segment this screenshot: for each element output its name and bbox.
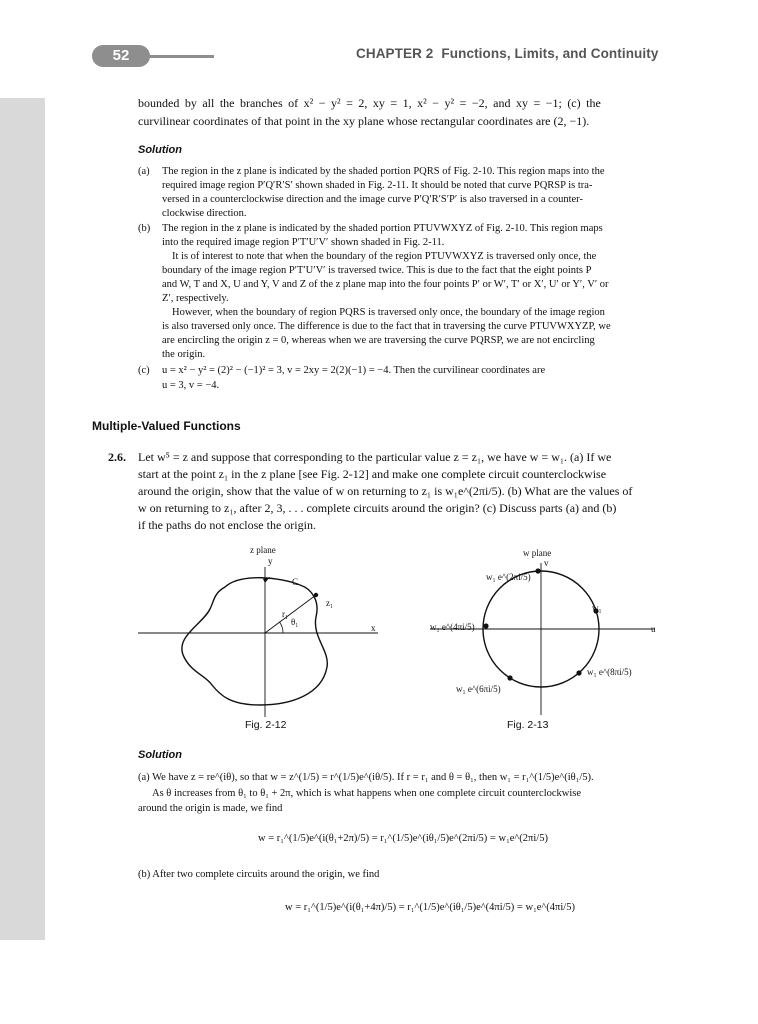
solution1-b-label: (b) bbox=[138, 223, 151, 234]
solution1-b-line: However, when the boundary of region PQRS is traversed only once, the boundary of the image region bbox=[172, 307, 605, 318]
solution2-a-line: (a) We have z = re^(iθ), so that w = z^(1/5) = r^(1/5)e^(iθ/5). If r = r₁ and θ = θ₁, then w₁ = r₁^(1/5)e^(iθ₁/5). bbox=[138, 772, 594, 783]
w1-e8-label: w₁ e^(8πi/5) bbox=[587, 667, 632, 677]
solution1-a-line: clockwise direction. bbox=[162, 208, 247, 219]
solution1-b-line: is also traversed only once. The difference is due to the fact that in traversing the curve PTUVWXYZP, we bbox=[162, 321, 611, 332]
z-plane-label: z plane bbox=[250, 545, 276, 555]
figure-2-12 bbox=[130, 545, 390, 725]
w1-e4-label: w₁ e^(4πi/5) bbox=[430, 622, 475, 632]
running-header bbox=[356, 46, 658, 61]
w-plane-label: w plane bbox=[523, 548, 552, 558]
radius-r1 bbox=[265, 595, 316, 633]
problem-line: start at the point z₁ in the z plane [see Fig. 2-12] and make one complete circuit counterclockwise bbox=[138, 467, 607, 481]
solution1-c-line: u = 3, v = −4. bbox=[162, 380, 220, 391]
u-axis-label: u bbox=[651, 624, 656, 634]
solution2-a-line: around the origin is made, we find bbox=[138, 803, 283, 814]
solution1-b-line: boundary of the image region P′T′U′V′ is traversed twice. This is due to the fact that the eight points P bbox=[162, 265, 592, 276]
page-number: 52 bbox=[92, 45, 150, 67]
problem-line: w on returning to z₁, after 2, 3, . . . complete circuits around the origin? (c) Discuss parts (a) and (b) bbox=[138, 501, 617, 515]
solution1-b-line: The region in the z plane is indicated by the shaded portion PTUVWXYZ of Fig. 2-10. This region maps bbox=[162, 223, 603, 234]
intro-line-2: curvilinear coordinates of that point in the xy plane whose rectangular coordinates are (2, −1). bbox=[138, 114, 590, 128]
problem-number: 2.6. bbox=[108, 450, 126, 464]
chapter-label: CHAPTER 2 bbox=[356, 46, 434, 61]
header-rule bbox=[140, 55, 214, 58]
solution2-a-line: As θ increases from θ₁ to θ₁ + 2π, which is what happens when one complete circuit counterclockwise bbox=[152, 788, 582, 799]
solution1-b-line: Z′, respectively. bbox=[162, 293, 229, 304]
solution1-b-line: the origin. bbox=[162, 349, 206, 360]
solution1-b-line: into the required image region P′T′U′V′ shown shaded in Fig. 2-11. bbox=[162, 237, 445, 248]
solution1-a-label: (a) bbox=[138, 166, 150, 177]
equation-2: w = r₁^(1/5)e^(i(θ₁+4π)/5) = r₁^(1/5)e^(iθ₁/5)e^(4πi/5) = w₁e^(4πi/5) bbox=[285, 902, 575, 913]
x-axis-label: x bbox=[371, 623, 376, 633]
w1-e2-label: w₁ e^(2πi/5) bbox=[486, 572, 531, 582]
chapter-title: Functions, Limits, and Continuity bbox=[441, 46, 659, 61]
curve-c bbox=[182, 578, 327, 705]
point-w1-e8 bbox=[576, 670, 581, 675]
point-w1-e4 bbox=[483, 623, 488, 628]
solution1-c-line: u = x² − y² = (2)² − (−1)² = 3, v = 2xy = 2(2)(−1) = −4. Then the curvilinear coordinates are bbox=[162, 365, 546, 376]
solution-heading-1: Solution bbox=[138, 144, 182, 156]
problem-line: around the origin, show that the value of w on returning to z₁ is w₁e^(2πi/5). (b) What are the values of bbox=[138, 484, 633, 498]
point-w1-e2 bbox=[535, 568, 540, 573]
solution1-b-line: are encircling the origin z = 0, whereas when we are traversing the curve PQRSP, we are not encircling bbox=[162, 335, 595, 346]
solution1-b-line: It is of interest to note that when the boundary of the region PTUVWXYZ is traversed only once, the bbox=[172, 251, 597, 262]
figure-caption-2-12: Fig. 2-12 bbox=[245, 719, 287, 731]
problem-line: if the paths do not enclose the origin. bbox=[138, 518, 316, 532]
v-axis-label: v bbox=[544, 558, 549, 568]
z1-label: z₁ bbox=[326, 598, 334, 608]
solution1-a-line: versed in a counterclockwise direction and the image curve P′Q′R′S′P′ is also traversed in a counter- bbox=[162, 194, 583, 205]
solution1-b-line: and W, T and X, U and Y, V and Z of the z plane map into the four points P′ or W′, T′ or X′, U′ or Y′, V′ or bbox=[162, 279, 609, 290]
w1-label: w₁ bbox=[592, 603, 602, 613]
problem-line: Let w⁵ = z and suppose that corresponding to the particular value z = z₁, we have w = w₁. (a) If we bbox=[138, 450, 612, 464]
angle-arc bbox=[280, 622, 284, 633]
w1-e6-label: w₁ e^(6πi/5) bbox=[456, 684, 501, 694]
figure-caption-2-13: Fig. 2-13 bbox=[507, 719, 549, 731]
intro-line-1: bounded by all the branches of x² − y² = 2, xy = 1, x² − y² = −2, and xy = −1; (c) the bbox=[138, 96, 601, 110]
solution1-c-label: (c) bbox=[138, 365, 150, 376]
solution1-a-line: The region in the z plane is indicated by the shaded portion PQRS of Fig. 2-10. This region maps into the bbox=[162, 166, 605, 177]
r1-label: r₁ bbox=[282, 609, 289, 619]
y-axis-label: y bbox=[268, 556, 273, 566]
point-z1 bbox=[314, 593, 318, 597]
solution-heading-2: Solution bbox=[138, 749, 182, 761]
equation-1: w = r₁^(1/5)e^(i(θ₁+2π)/5) = r₁^(1/5)e^(iθ₁/5)e^(2πi/5) = w₁e^(2πi/5) bbox=[258, 833, 548, 844]
solution2-b-line: (b) After two complete circuits around the origin, we find bbox=[138, 869, 380, 880]
section-heading: Multiple-Valued Functions bbox=[92, 419, 241, 433]
curve-c-label: C bbox=[292, 577, 299, 587]
page-margin-band bbox=[0, 98, 45, 940]
theta1-label: θ₁ bbox=[291, 617, 299, 627]
point-w1-e6 bbox=[507, 675, 512, 680]
solution1-a-line: required image region P′Q′R′S′ shown shaded in Fig. 2-11. It should be noted that curve PQRSP is tra- bbox=[162, 180, 593, 191]
